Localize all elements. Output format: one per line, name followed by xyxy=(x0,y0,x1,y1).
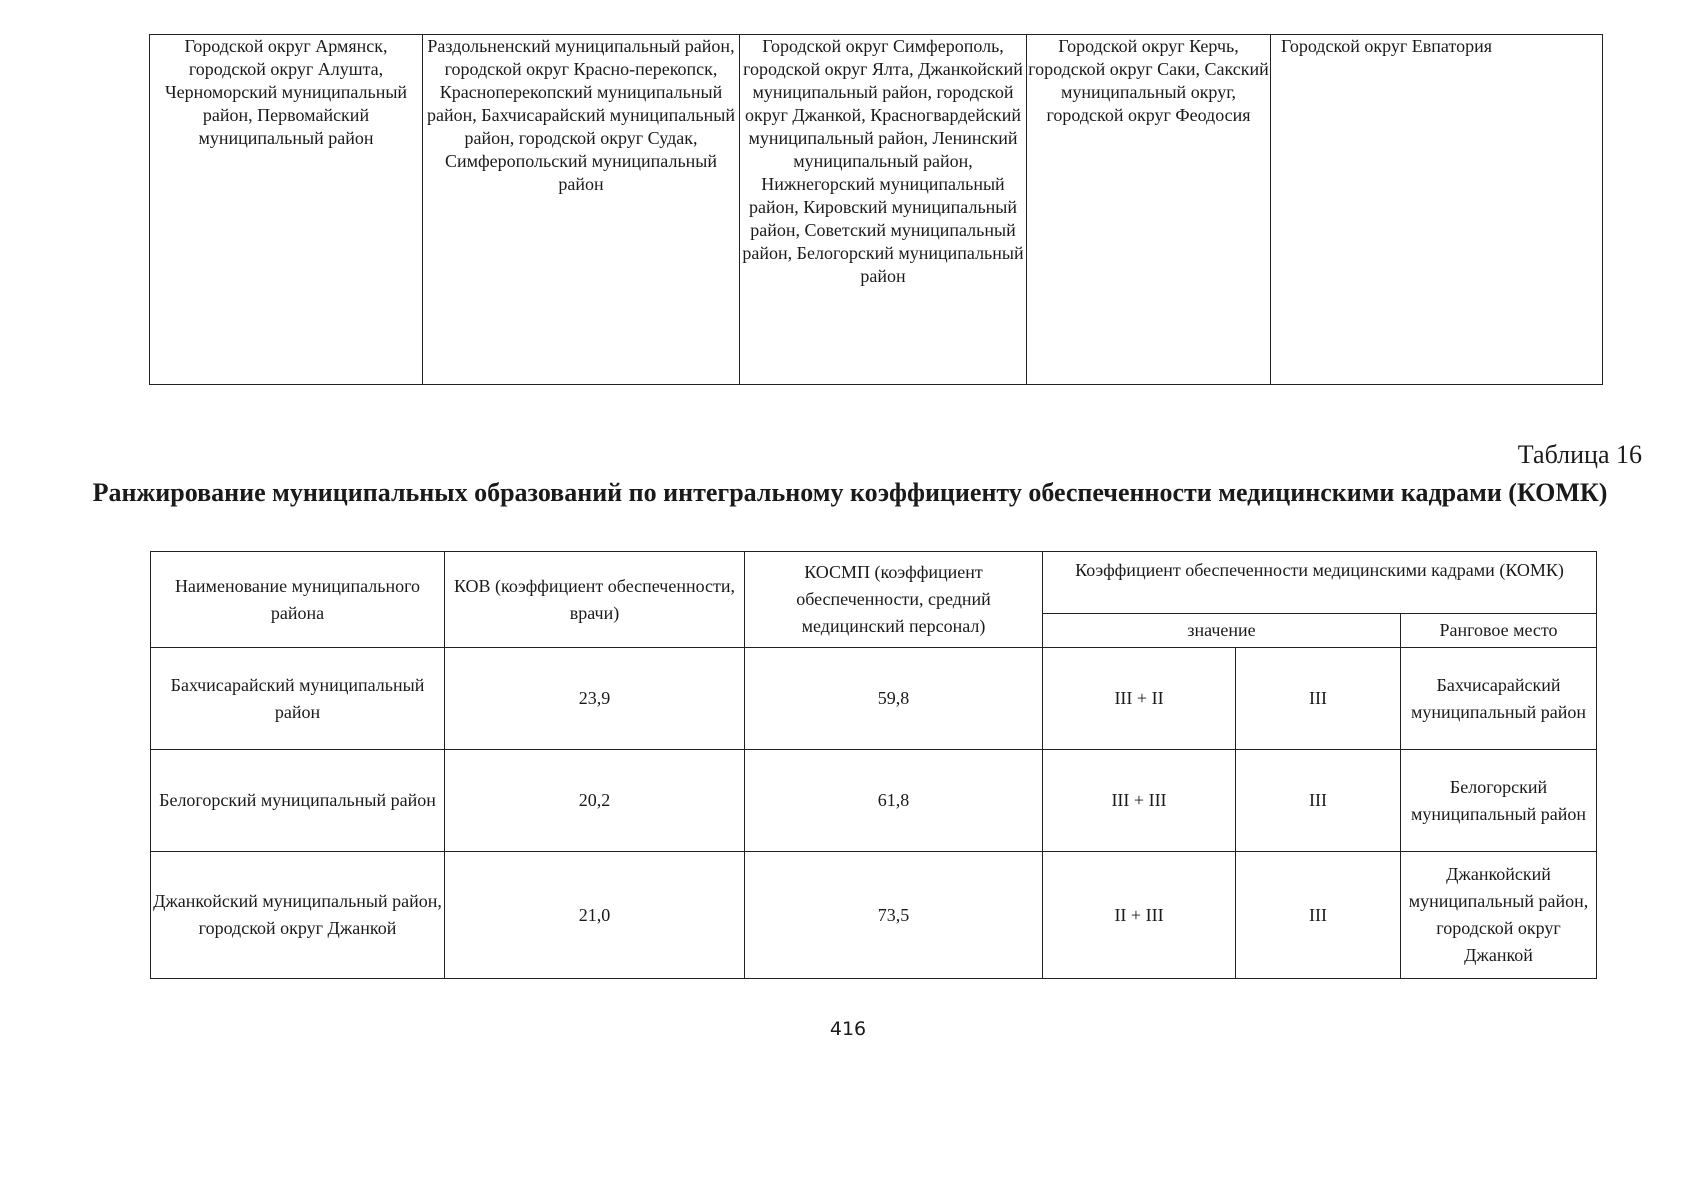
column-header-komk: Коэффициент обеспеченности медицинскими кадрами (КОМК) xyxy=(1043,552,1597,614)
rank-cell: Белогорский муниципальный район xyxy=(1401,750,1597,852)
column-header-kosmp: КОСМП (коэффициент обеспеченности, средний медицинский персонал) xyxy=(745,552,1043,648)
table-number: Таблица 16 xyxy=(1517,440,1642,469)
region-group-cell: Городской округ Симферополь, городской округ Ялта, Джанкойский муниципальный район, городской округ Джанкой, Красногвардейский муниципальный район, Ленинский муниципальный район, Нижнегорский муниципальный район, Кировский муниципальный район, Советский муниципальный район, Белогорский муниципальный район xyxy=(740,35,1027,385)
header-row xyxy=(151,552,1597,614)
kov-cell: 23,9 xyxy=(445,648,745,750)
table-row xyxy=(151,852,1597,979)
column-header-rank: Ранговое место xyxy=(1401,614,1597,648)
komk-value-cell: III xyxy=(1236,750,1401,852)
komk-ranking-table xyxy=(150,551,1597,979)
komk-formula-cell: III + III xyxy=(1043,750,1236,852)
komk-formula-cell: II + III xyxy=(1043,852,1236,979)
kosmp-cell: 73,5 xyxy=(745,852,1043,979)
komk-value-cell: III xyxy=(1236,648,1401,750)
kov-cell: 21,0 xyxy=(445,852,745,979)
region-group-cell: Городской округ Керчь, городской округ Саки, Сакский муниципальный округ, городской округ Феодосия xyxy=(1027,35,1271,385)
rank-cell: Бахчисарайский муниципальный район xyxy=(1401,648,1597,750)
table-row xyxy=(151,648,1597,750)
district-name-cell: Белогорский муниципальный район xyxy=(151,750,445,852)
table-heading: Ранжирование муниципальных образований по интегральному коэффициенту обеспеченности медицинскими кадрами (КОМК) xyxy=(92,478,1608,507)
column-header-name: Наименование муниципального района xyxy=(151,552,445,648)
kov-cell: 20,2 xyxy=(445,750,745,852)
kosmp-cell: 59,8 xyxy=(745,648,1043,750)
column-header-value: значение xyxy=(1043,614,1401,648)
region-group-cell: Раздольненский муниципальный район, городской округ Красно-перекопск, Красноперекопский муниципальный район, Бахчисарайский муниципальный район, городской округ Судак, Симферопольский муниципальный район xyxy=(423,35,740,385)
district-name-cell: Бахчисарайский муниципальный район xyxy=(151,648,445,750)
kosmp-cell: 61,8 xyxy=(745,750,1043,852)
komk-formula-cell: III + II xyxy=(1043,648,1236,750)
page-number: 416 xyxy=(829,1018,867,1040)
regions-grouping-table xyxy=(149,34,1603,385)
table-row xyxy=(150,35,1603,385)
district-name-cell: Джанкойский муниципальный район, городской округ Джанкой xyxy=(151,852,445,979)
column-header-kov: КОВ (коэффициент обеспеченности, врачи) xyxy=(445,552,745,648)
komk-value-cell: III xyxy=(1236,852,1401,979)
region-group-cell: Городской округ Евпатория xyxy=(1271,35,1603,385)
table-row xyxy=(151,750,1597,852)
region-group-cell: Городской округ Армянск, городской округ Алушта, Черноморский муниципальный район, Первомайский муниципальный район xyxy=(150,35,423,385)
rank-cell: Джанкойский муниципальный район, городской округ Джанкой xyxy=(1401,852,1597,979)
